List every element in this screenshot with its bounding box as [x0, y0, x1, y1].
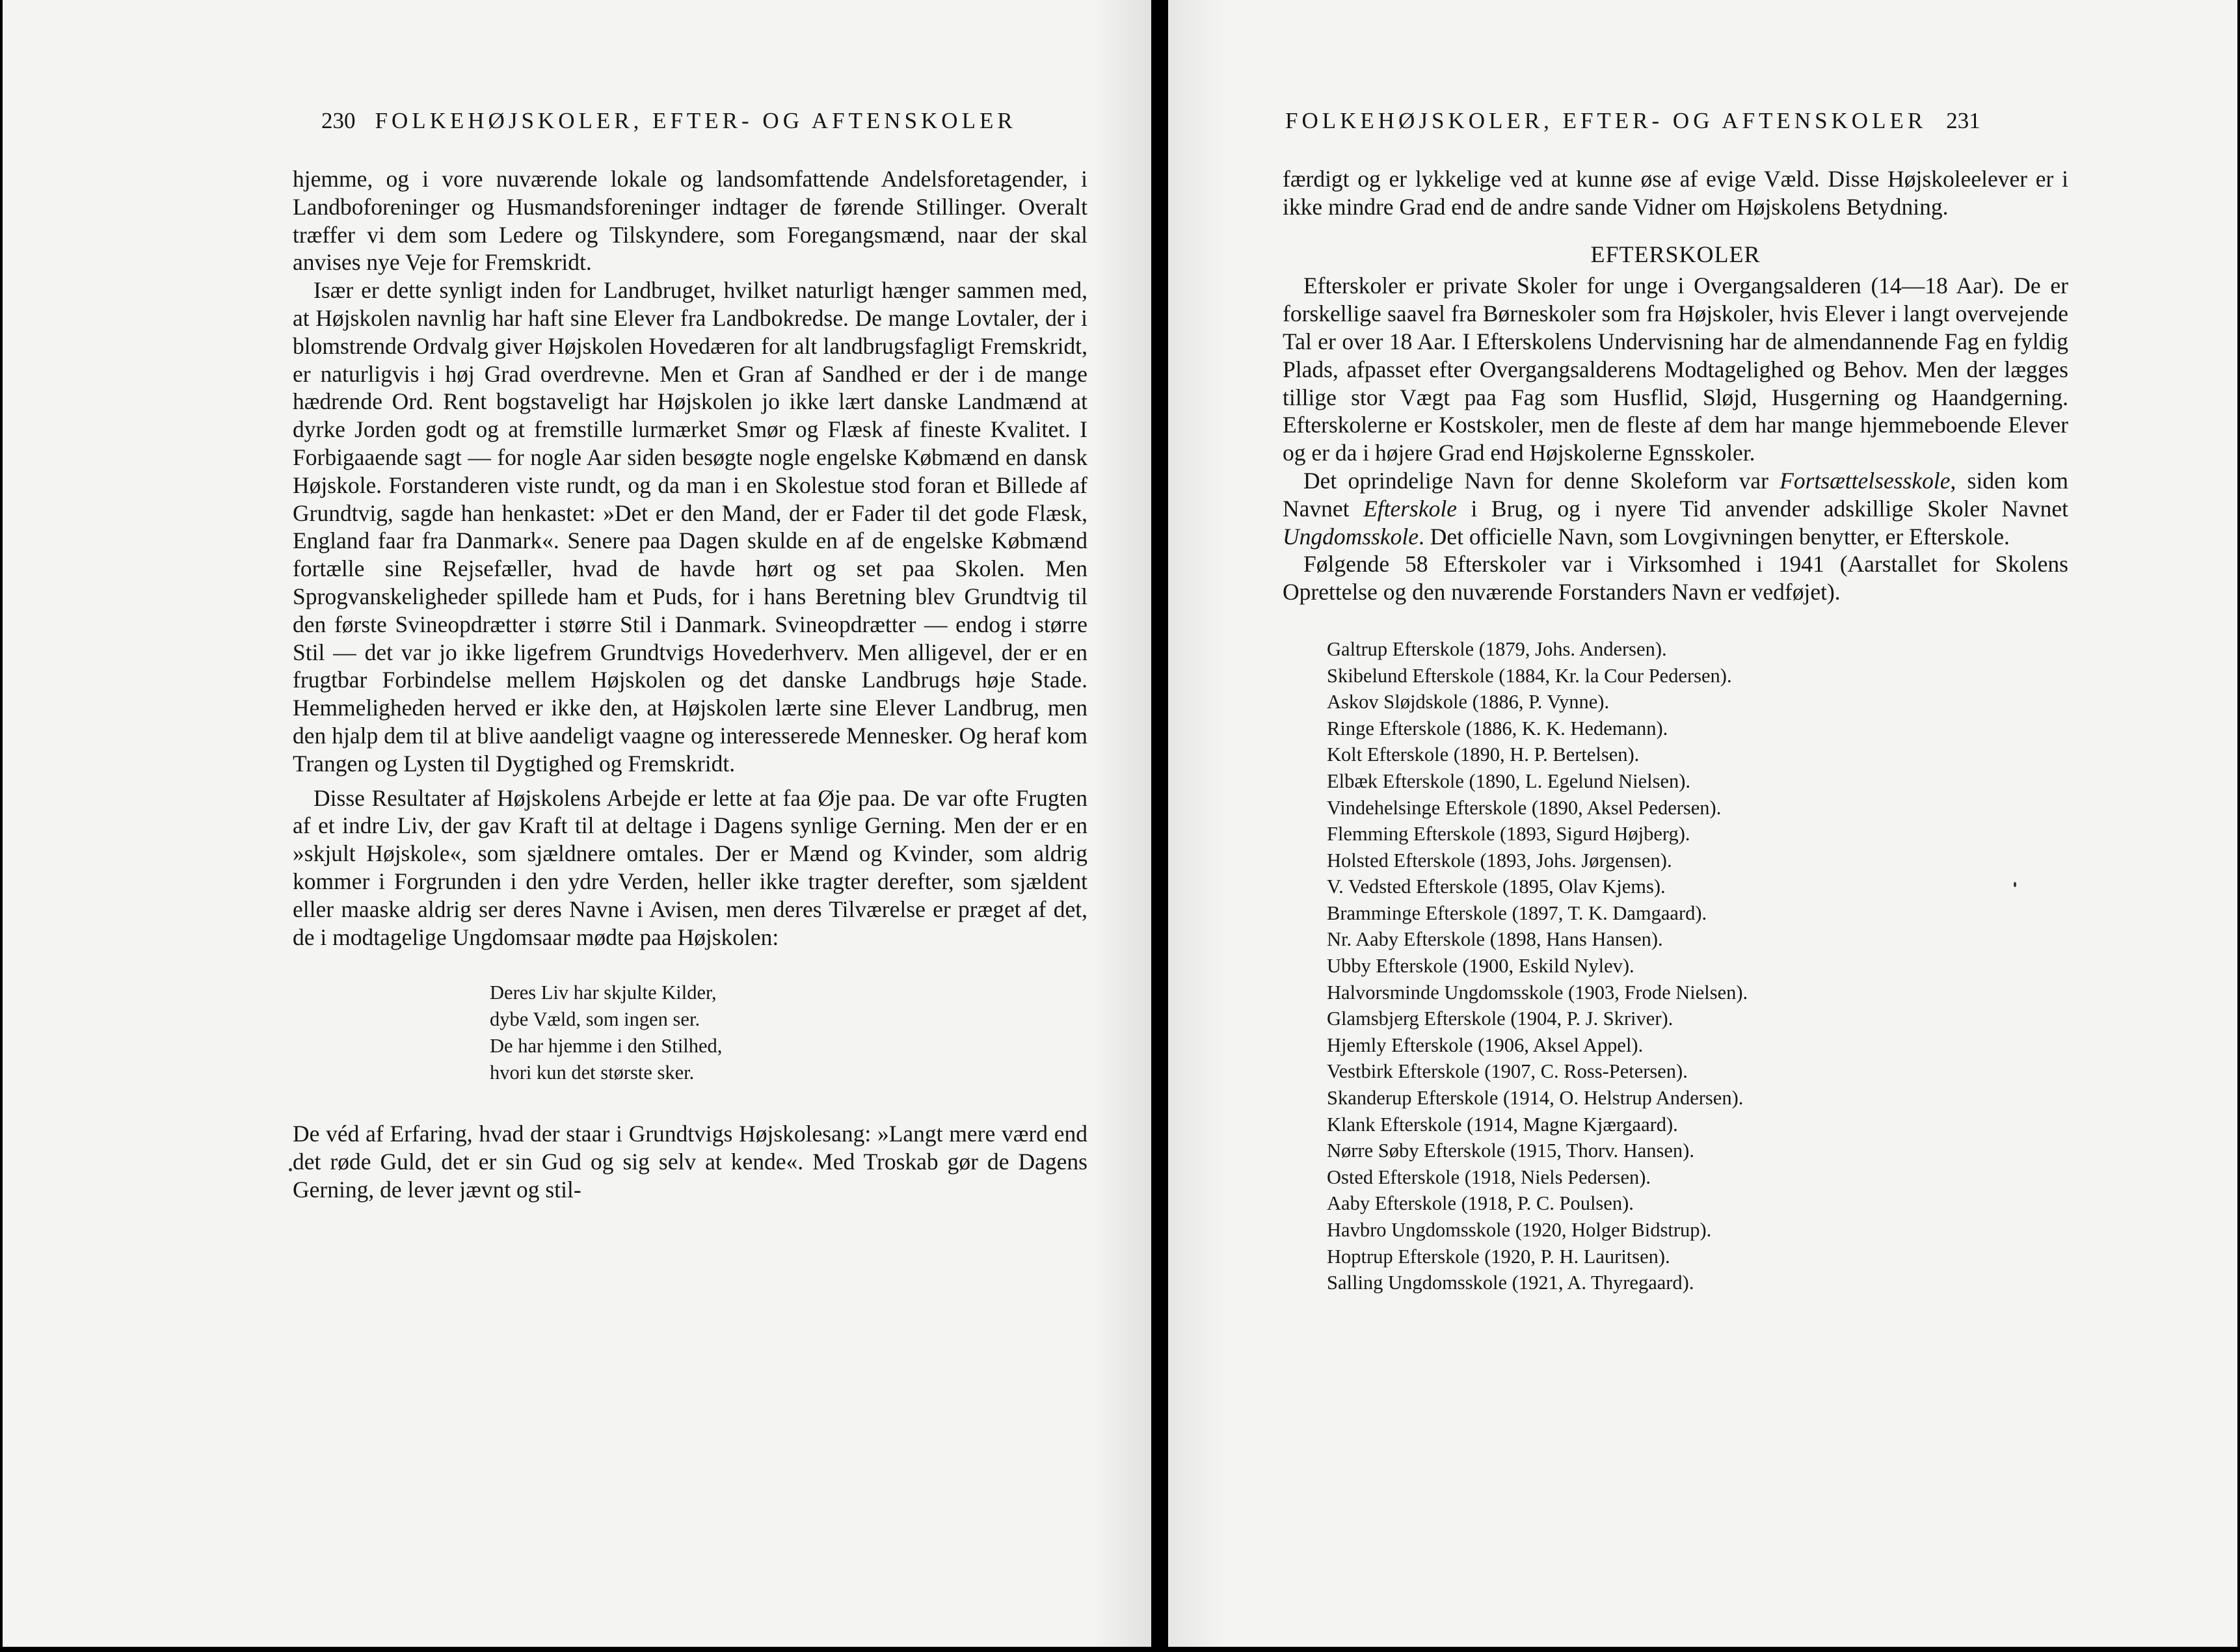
- school-list-item: V. Vedsted Efterskole (1895, Olav Kjems).: [1327, 875, 1666, 898]
- paragraph: færdigt og er lykkelige ved at kunne øse af evige Væld. Disse Højskoleelever er i ikke mindre Grad end de andre sande Vidner om Højskolens Betydning.: [1283, 166, 2068, 220]
- school-list: [1327, 636, 2068, 1296]
- verse-line: Deres Liv har skjulte Kilder,: [490, 981, 717, 1004]
- page-number: 231: [1946, 108, 1980, 133]
- section-heading: EFTERSKOLER: [1590, 241, 1761, 267]
- school-list-item: Skibelund Efterskole (1884, Kr. la Cour Pedersen).: [1327, 664, 1732, 687]
- italic-term: Fortsættelsesskole: [1780, 467, 1951, 494]
- running-header: [1285, 108, 2000, 134]
- right-page-body: [1283, 165, 2068, 1296]
- school-list-item: Galtrup Efterskole (1879, Johs. Andersen).: [1327, 637, 1667, 660]
- paragraph-text: Det oprindelige Navn for denne Skoleform var: [1303, 467, 1780, 494]
- spine-shadow: [1093, 0, 1151, 1647]
- school-list-item: Klank Efterskole (1914, Magne Kjærgaard).: [1327, 1113, 1678, 1136]
- running-header: [302, 108, 1017, 134]
- paragraph: Efterskoler er private Skoler for unge i Overgangsalderen (14—18 Aar). De er forskellige saavel fra Børneskoler som fra Højskoler, hvis Elever i langt overvejende Tal er over 18 Aar. I Efterskolens Undervisning har de almendannende Fag en fyldig Plads, afpasset efter Overgangsalderens Modtagelighed og Behov. Men der lægges tillige stor Vægt paa Fag som Husflid, Sløjd, Husgerning og Haandgerning. Efterskolerne er Kostskoler, men de fleste af dem har mange hjemmeboende Elever og er da i højere Grad end Højskolerne Egnsskoler.: [1283, 273, 2068, 466]
- paragraph-text: i Brug, og i nyere Tid anvender adskillige Skoler Navnet: [1457, 495, 2069, 522]
- school-list-item: Nr. Aaby Efterskole (1898, Hans Hansen).: [1327, 928, 1663, 951]
- school-list-item: Ubby Efterskole (1900, Eskild Nylev).: [1327, 955, 1634, 978]
- paragraph-text: , siden kom Navnet: [1283, 467, 2068, 522]
- school-list-item: Holsted Efterskole (1893, Johs. Jørgensen).: [1327, 849, 1672, 872]
- school-list-item: Bramminge Efterskole (1897, T. K. Damgaard).: [1327, 901, 1707, 924]
- page-number: 230: [321, 108, 356, 133]
- school-list-item: Halvorsminde Ungdomsskole (1903, Frode Nielsen).: [1327, 981, 1748, 1004]
- paragraph: Følgende 58 Efterskoler var i Virksomhed i 1941 (Aarstallet for Skolens Oprettelse og den nuværende Forstanders Navn er vedføjet).: [1283, 551, 2068, 606]
- right-page: [1168, 0, 2237, 1647]
- print-speck: [2014, 882, 2016, 887]
- verse-line: dybe Væld, som ingen ser.: [490, 1008, 700, 1031]
- italic-term: Efterskole: [1363, 495, 1457, 522]
- paragraph: Især er dette synligt inden for Landbruget, hvilket naturligt hænger sammen med, at Højskolen navnlig har haft sine Elever fra Landbokredse. De mange Lovtaler, der i blomstrende Ordvalg giver Højskolen Hovedæren for alt landbrugsfagligt Fremskridt, er naturligvis i høj Grad overdrevne. Men et Gran af Sandhed er der i de mange hædrende Ord. Rent bogstaveligt har Højskolen jo ikke lært danske Landmænd at dyrke Jorden godt og at fremstille lurmærket Smør og Flæsk af fineste Kvalitet. I Forbigaaende sagt — for nogle Aar siden besøgte nogle engelske Købmænd en dansk Højskole. Forstanderen viste rundt, og da man i en Skolestue stod foran et Billede af Grundtvig, sagde han henkastet: »Det er den Mand, der er Fader til det gode Flæsk, England faar fra Danmark«. Senere paa Dagen skulde en af de engelske Købmænd fortælle sine Rejsefæller, hvad de havde hørt og set paa Skolen. Men Sprogvanskeligheder spillede ham et Puds, for i hans Beretning blev Grundtvig til den første Svineopdrætter i større Stil i Danmark. Svineopdrætter — endog i større Stil — det var jo ikke ligefrem Grundtvigs Hovederhverv. Men alligevel, der er en frugtbar Forbindelse mellem Højskolen og det danske Landbrugs høje Stade. Hemmeligheden herved er ikke den, at Højskolen lærte sine Elever Landbrug, men den hjalp dem til at blive aandeligt vaagne og interesserede Mennesker. Og heraf kom Trangen og Lysten til Dygtighed og Fremskridt.: [293, 277, 1087, 777]
- school-list-item: Elbæk Efterskole (1890, L. Egelund Nielsen).: [1327, 769, 1691, 792]
- paragraph: hjemme, og i vore nuværende lokale og landsomfattende Andelsforetagender, i Landboforeninger og Husmandsforeninger indtager de førende Stillinger. Overalt træffer vi dem som Ledere og Tilskyndere, som Foregangsmænd, naar der skal anvises nye Veje for Fremskridt.: [293, 166, 1087, 276]
- school-list-item: Salling Ungdomsskole (1921, A. Thyregaard).: [1327, 1272, 1694, 1294]
- school-list-item: Osted Efterskole (1918, Niels Pedersen).: [1327, 1166, 1651, 1188]
- verse: [490, 979, 1087, 1086]
- school-list-item: Vestbirk Efterskole (1907, C. Ross-Petersen).: [1327, 1060, 1688, 1083]
- school-list-item: Skanderup Efterskole (1914, O. Helstrup Andersen).: [1327, 1087, 1744, 1110]
- paragraph: Disse Resultater af Højskolens Arbejde er lette at faa Øje paa. De var ofte Frugten af et indre Liv, der gav Kraft til at deltage i Dagens synlige Gerning. Men der er en »skjult Højskole«, som sjældnere omtales. Der er Mænd og Kvinder, som aldrig kommer i Forgrunden i den ydre Verden, heller ikke tragter derefter, som sjældent eller maaske aldrig ser deres Navne i Avisen, men deres Tilværelse er præget af det, de i modtagelige Ungdomsaar mødte paa Højskolen:: [293, 784, 1087, 950]
- school-list-item: Vindehelsinge Efterskole (1890, Aksel Pedersen).: [1327, 796, 1722, 819]
- left-page: [3, 0, 1151, 1647]
- school-list-item: Flemming Efterskole (1893, Sigurd Højberg).: [1327, 823, 1690, 846]
- school-list-item: Hjemly Efterskole (1906, Aksel Appel).: [1327, 1033, 1644, 1056]
- running-title: FOLKEHØJSKOLER, EFTER- OG AFTENSKOLER: [1285, 108, 1927, 133]
- school-list-item: Ringe Efterskole (1886, K. K. Hedemann).: [1327, 717, 1668, 739]
- running-title: FOLKEHØJSKOLER, EFTER- OG AFTENSKOLER: [375, 108, 1017, 133]
- school-list-item: Askov Sløjdskole (1886, P. Vynne).: [1327, 691, 1610, 713]
- school-list-item: Aaby Efterskole (1918, P. C. Poulsen).: [1327, 1192, 1634, 1215]
- left-page-body: [293, 165, 1087, 1204]
- school-list-item: Hoptrup Efterskole (1920, P. H. Lauritsen).: [1327, 1245, 1670, 1268]
- paragraph-text: . Det officielle Navn, som Lovgivningen benytter, er Efterskole.: [1419, 523, 2010, 550]
- school-list-item: Glamsbjerg Efterskole (1904, P. J. Skriver).: [1327, 1007, 1673, 1030]
- verse-line: hvori kun det største sker.: [490, 1061, 695, 1084]
- paragraph: De véd af Erfaring, hvad der staar i Grundtvigs Højskolesang: »Langt mere værd end det røde Guld, det er sin Gud og sig selv at kende«. Med Troskab gør de Dagens Gerning, de lever jævnt og stil-: [293, 1121, 1087, 1203]
- school-list-item: Nørre Søby Efterskole (1915, Thorv. Hansen).: [1327, 1139, 1694, 1162]
- spine-shadow: [1168, 0, 1227, 1647]
- paragraph: [1283, 467, 2068, 550]
- school-list-item: Havbro Ungdomsskole (1920, Holger Bidstrup).: [1327, 1219, 1712, 1242]
- italic-term: Ungdomsskole: [1283, 523, 1419, 550]
- verse-line: De har hjemme i den Stilhed,: [490, 1035, 723, 1058]
- school-list-item: Kolt Efterskole (1890, H. P. Bertelsen).: [1327, 743, 1640, 766]
- print-speck: [289, 1168, 292, 1171]
